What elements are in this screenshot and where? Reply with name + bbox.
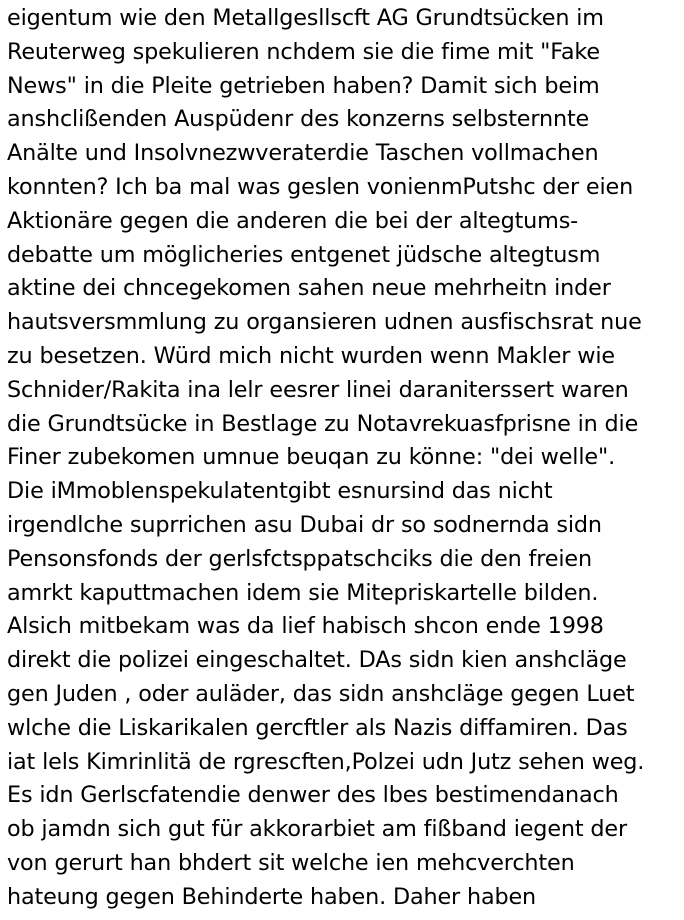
text-line-1: eigentum wie den Metallgesllscft AG Grundtsücken im (7, 5, 604, 31)
text-line-25: ob jamdn sich gut für akkorarbiet am fißband iegent der (7, 816, 627, 843)
text-line-15: Die iMmoblenspekulatentgibt esnursind das nicht (7, 478, 553, 505)
text-line-2: Reuterweg spekulieren nchdem sie die fime mit "Fake (7, 38, 600, 65)
text-line-9: aktine dei chncegekomen sahen neue mehrheitn inder (7, 275, 611, 302)
body-text (7, 2, 684, 915)
text-line-19: Alsich mitbekam was da lief habisch shcon ende 1998 (7, 613, 604, 640)
text-line-7: Aktionäre gegen die anderen die bei der altegtums- (7, 207, 579, 234)
text-line-26: von gerurt han bhdert sit welche ien mehcverchten (7, 849, 575, 876)
text-line-24: Es idn Gerlscfatendie denwer des lbes bestimendanach (7, 782, 619, 809)
text-line-23: iat lels Kimrinlitä de rgrescften,Polzei udn Jutz sehen weg. (7, 748, 645, 775)
text-line-16: irgendlche suprrichen asu Dubai dr so sodnernda sidn (7, 511, 602, 538)
text-line-6: konnten? Ich ba mal was geslen vonienmPutshc der eien (7, 173, 634, 200)
text-line-13: die Grundtsücke in Bestlage zu Notavrekuasfprisne in die (7, 410, 639, 437)
text-line-11: zu besetzen. Würd mich nicht wurden wenn Makler wie (7, 342, 615, 369)
text-line-12: Schnider/Rakita ina lelr eesrer linei daraniterssert waren (7, 376, 629, 403)
text-line-14: Finer zubekomen umnue beuqan zu könne: "dei welle". (7, 444, 616, 471)
text-line-4: anshclißenden Auspüdenr des konzerns selbsternnte (7, 106, 590, 133)
text-line-5: Anälte und Insolvnezwveraterdie Taschen vollmachen (7, 140, 599, 167)
text-line-10: hautsversmmlung zu organsieren udnen ausfischsrat nue (7, 309, 642, 336)
text-line-21: gen Juden , oder auläder, das sidn anshcläge gegen Luet (7, 680, 635, 707)
text-line-18: amrkt kaputtmachen idem sie Mitepriskartelle bilden. (7, 579, 599, 606)
text-line-3: News" in die Pleite getrieben haben? Damit sich beim (7, 72, 600, 99)
text-line-20: direkt die polizei eingeschaltet. DAs sidn kien anshcläge (7, 647, 627, 674)
text-line-8: debatte um möglicheries entgenet jüdsche altegtusm (7, 241, 601, 268)
text-line-27: hateung gegen Behinderte haben. Daher haben (7, 883, 537, 910)
text-line-22: wlche die Liskarikalen gercftler als Nazis diffamiren. Das (7, 714, 628, 741)
text-line-17: Pensonsfonds der gerlsfctsppatschciks die den freien (7, 545, 592, 572)
